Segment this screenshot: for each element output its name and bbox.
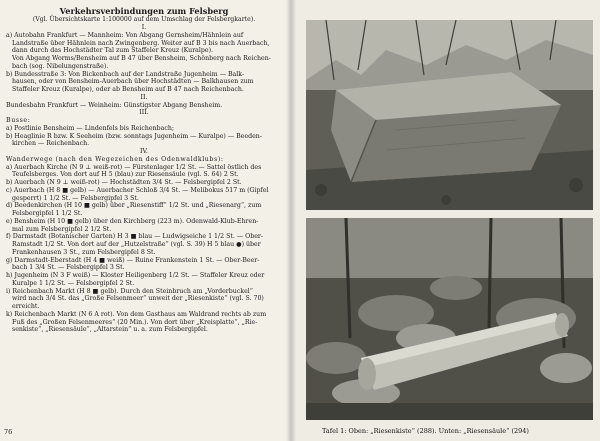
right-page bbox=[292, 0, 600, 441]
left-page-text bbox=[6, 6, 282, 334]
text-line: bach (sog. Nibelungenstraße). bbox=[12, 62, 109, 70]
page-number: 76 bbox=[4, 428, 13, 436]
plate-caption: Tafel 1: Oben: „Riesenkiste“ (288). Unten: „Riesensäule“ (294) bbox=[322, 427, 529, 435]
text-line: b) Heaglinie R bzw. K Seeheim (bzw. sonntags Jugenheim — Kuralpe) — Beeden- bbox=[6, 132, 262, 140]
page-title: Verkehrsverbindungen zum Felsberg bbox=[59, 6, 229, 16]
book-gutter bbox=[286, 0, 296, 441]
text-line: i) Reichenbach Markt (H 8 ■ gelb). Durch den Steinbruch am „Vorderbuckel“ bbox=[6, 287, 253, 295]
text-line: b) Auerbach (N 9 ⊥ weiß-rot) — Hochstädten 3/4 St. — Felsbergipfel 2 St. bbox=[6, 179, 242, 186]
riesenkiste-illustration bbox=[306, 20, 593, 210]
text-line: a) Postlinie Bensheim — Lindenfels bis Reichenbach; bbox=[6, 124, 174, 132]
text-line: kirchen — Reichenbach. bbox=[12, 140, 90, 148]
photo-riesenkiste bbox=[306, 20, 593, 210]
text-line: Von Abgang Worms/Bensheim auf B 47 über Bensheim, Schönberg nach Reichen- bbox=[12, 55, 271, 62]
text-line: bach 1 3/4 St. — Felsbergipfel 3 St. bbox=[12, 264, 125, 272]
text-line: a) Autobahn Frankfurt — Mannheim: Von Abgang Gernsheim/Hähnlein auf bbox=[6, 31, 244, 39]
text-line: erreicht. bbox=[12, 303, 40, 310]
text-line: Fuß des „Großen Felsenmeeres“ (20 Min.). Von dort über „Kreisplatte“, „Rie- bbox=[12, 318, 258, 326]
text-line: g) Darmstadt-Eberstadt (H 4 ■ weiß) — Ruine Frankenstein 1 St. — Ober-Beer- bbox=[6, 256, 260, 264]
section-numeral: III. bbox=[139, 109, 149, 117]
text-line: h) Jugenheim (N 3 F weiß) — Kloster Heiligenberg 1/2 St. — Staffeler Kreuz oder bbox=[6, 272, 265, 279]
text-line: hausen, oder von Bensheim-Auerbach über Hochstädten — Balkhausen zum bbox=[12, 78, 254, 86]
text-line: f) Darmstadt (Botanischer Garten) H 3 ■ blau — Ludwigseiche 1 1/2 St. — Ober- bbox=[6, 233, 264, 241]
text-line: d) Beedenkirchen (H 10 ■ gelb) über „Riesenstiff“ 1/2 St. und „Riesenarg“, zum bbox=[6, 202, 262, 210]
text-line: mal zum Felsbergipfel 2 1/2 St. bbox=[12, 225, 112, 233]
text-line: Ramstadt 1/2 St. Von dort auf der „Hutzelstraße“ (vgl. S. 39) H 5 blau ●) über bbox=[12, 241, 261, 248]
text-line: gesperrt) 1 1/2 St. — Felsbergipfel 3 St. bbox=[12, 194, 139, 202]
section-numeral: I. bbox=[141, 24, 147, 31]
text-line: Kuralpe 1 1/2 St. — Felsbergipfel 2 St. bbox=[12, 279, 135, 287]
left-page bbox=[0, 0, 292, 441]
text-line: Frankenhausen 3 St., zum Felsbergipfel 8 St. bbox=[12, 248, 156, 256]
text-line: a) Auerbach Kirche (N 9 ⊥ weiß-rot) — Fürstenlager 1/2 St. — Sattel östlich des bbox=[6, 163, 262, 171]
text-line: k) Reichenbach Markt (N 6 A rot). Von dem Gasthaus am Waldrand rechts ab zum bbox=[6, 310, 267, 318]
riesensaeule-illustration bbox=[306, 218, 593, 420]
text-line: Felsbergipfel 1 1/2 St. bbox=[12, 210, 83, 217]
text-line: Staffeler Kreuz (Kuralpe), oder ab Bensheim auf B 47 nach Reichenbach. bbox=[12, 86, 244, 93]
page-subtitle: (Vgl. Übersichtskarte 1:100000 auf dem Umschlag der Felsbergkarte). bbox=[32, 16, 256, 23]
text-line: Wanderwege (nach den Wegezeichen des Odenwaldklubs): bbox=[6, 155, 224, 163]
text-line: Bundesbahn Frankfurt — Weinheim: Günstigster Abgang Bensheim. bbox=[6, 101, 223, 109]
text-line: e) Bensheim (H 10 ■ gelb) über den Kirchberg (223 m). Odenwald-Klub-Ehren- bbox=[6, 217, 259, 225]
text-line: Landstraße über Hähnlein nach Zwingenberg. Weiter auf B 3 bis nach Auerbach, bbox=[12, 39, 270, 47]
text-line: Teufelsberges. Von dort auf H 5 (blau) zur Riesensäule (vgl. S. 64) 2 St. bbox=[12, 171, 239, 179]
text-line: dann durch das Hochstädter Tal zum Staffeler Kreuz (Kuralpe). bbox=[12, 47, 214, 55]
text-line: b) Bundesstraße 3: Von Bickenbach auf der Landstraße Jugenheim — Balk- bbox=[6, 70, 245, 78]
section-numeral: II. bbox=[140, 93, 148, 101]
text-line: senkiste“, „Riesensäule“, „Altarstein“ u. a. zum Felsbergipfel. bbox=[12, 326, 208, 334]
photo-riesensaeule bbox=[306, 218, 593, 420]
text-line: c) Auerbach (H 8 ■ gelb) — Auerbacher Schloß 3/4 St. — Melibokus 517 m (Gipfel bbox=[6, 186, 269, 194]
section-numeral: IV. bbox=[140, 148, 148, 155]
text-line: Busse: bbox=[6, 117, 31, 124]
text-line: wird nach 3/4 St. das „Große Felsenmeer“ unweit der „Riesenkiste“ (vgl. S. 70) bbox=[12, 295, 264, 303]
